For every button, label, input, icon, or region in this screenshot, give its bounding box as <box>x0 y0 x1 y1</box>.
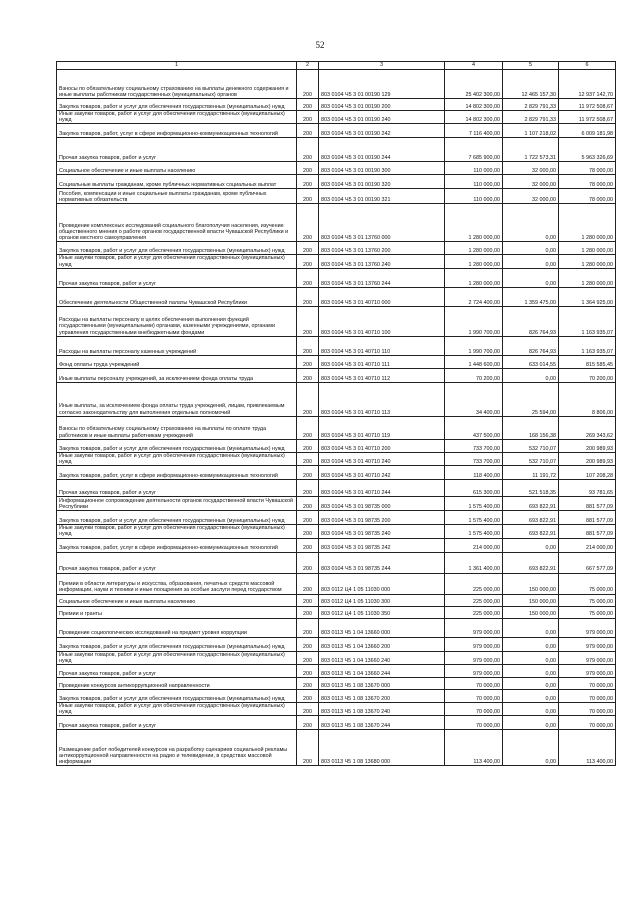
table-cell-col4: 70 000,00 <box>445 703 503 716</box>
table-cell-kbk: 803 0104 Ч5 3 01 40710 000 <box>319 287 445 306</box>
table-cell-col6: 269 343,62 <box>559 416 616 439</box>
table-cell-name: Закупка товаров, работ и услуг для обеспечения государственных (муниципальных) нужд <box>57 439 297 452</box>
table-cell-col6: 75 000,00 <box>559 594 616 606</box>
table-cell-kbk: 803 0104 Ч5 3 01 98735 244 <box>319 552 445 573</box>
table-row <box>57 618 616 637</box>
table-cell-name: Взносы по обязательному социальному страхованию на выплаты денежного содержания и иные выплаты работникам государственных (муниципальных) органов <box>57 70 297 99</box>
table-cell-col4: 70 000,00 <box>445 678 503 690</box>
table-cell-col5: 0,00 <box>503 678 559 690</box>
table-cell-col5: 0,00 <box>503 651 559 664</box>
table-cell-col6: 5 963 326,69 <box>559 138 616 162</box>
table-cell-kbk: 803 0113 Ч5 1 08 13680 000 <box>319 730 445 766</box>
table-row <box>57 439 616 452</box>
table-cell-col4: 1 361 400,00 <box>445 552 503 573</box>
table-cell-col4: 1 990 700,00 <box>445 306 503 336</box>
table-row <box>57 716 616 730</box>
table-cell-col6: 78 000,00 <box>559 175 616 189</box>
table-cell-col6: 881 577,09 <box>559 497 616 511</box>
table-cell-col5: 32 000,00 <box>503 189 559 204</box>
table-cell-code: 200 <box>297 594 319 606</box>
table-row <box>57 594 616 606</box>
table-cell-name: Проведение комплексных исследований социального благополучия населения, изучение общественного мнения о работе органов государственной власти Чувашской Республики и органов местного самоуправления <box>57 204 297 242</box>
table-cell-col5: 0,00 <box>503 716 559 730</box>
table-cell-col6: 70 000,00 <box>559 678 616 690</box>
table-cell-name: Информационное сопровождение деятельности органов государственной власти Чувашской Республики <box>57 497 297 511</box>
table-cell-name: Закупка товаров, работ и услуг для обеспечения государственных (муниципальных) нужд <box>57 242 297 255</box>
table-cell-col4: 979 000,00 <box>445 665 503 678</box>
table-cell-kbk: 803 0112 Ц4 1 05 11030 350 <box>319 606 445 618</box>
table-cell-col5: 150 000,00 <box>503 573 559 594</box>
table-cell-kbk: 803 0104 Ч5 3 01 40710 100 <box>319 306 445 336</box>
table-row <box>57 497 616 511</box>
table-cell-code: 200 <box>297 439 319 452</box>
table-row <box>57 511 616 525</box>
table-cell-col4: 1 575 400,00 <box>445 525 503 538</box>
table-cell-col6: 6 009 181,98 <box>559 124 616 138</box>
table-cell-name: Иные закупки товаров, работ и услуг для обеспечения государственных (муниципальных) нужд <box>57 703 297 716</box>
table-cell-code: 200 <box>297 287 319 306</box>
table-cell-col6: 78 000,00 <box>559 189 616 204</box>
table-row <box>57 538 616 552</box>
table-cell-col5: 1 359 475,00 <box>503 287 559 306</box>
table-cell-col6: 1 280 000,00 <box>559 255 616 268</box>
table-cell-col4: 225 000,00 <box>445 606 503 618</box>
table-cell-code: 200 <box>297 552 319 573</box>
column-header: 4 <box>445 62 503 70</box>
table-cell-code: 200 <box>297 466 319 480</box>
table-cell-col4: 437 500,00 <box>445 416 503 439</box>
table-cell-col4: 1 448 600,00 <box>445 355 503 368</box>
table-cell-code: 200 <box>297 637 319 651</box>
table-cell-kbk: 803 0104 Ч5 3 01 40710 110 <box>319 336 445 355</box>
page-number: 52 <box>315 40 325 50</box>
table-row <box>57 99 616 111</box>
table-row <box>57 368 616 382</box>
table-cell-kbk: 803 0104 Ч5 3 01 40710 240 <box>319 452 445 465</box>
table-cell-col5: 150 000,00 <box>503 594 559 606</box>
table-row <box>57 355 616 368</box>
table-cell-code: 200 <box>297 690 319 703</box>
table-cell-col5: 1 722 573,31 <box>503 138 559 162</box>
table-cell-col5: 0,00 <box>503 690 559 703</box>
table-cell-col5: 693 822,91 <box>503 497 559 511</box>
table-cell-code: 200 <box>297 355 319 368</box>
table-cell-name: Закупка товаров, работ, услуг в сфере информационно-коммуникационных технологий <box>57 124 297 138</box>
table-cell-code: 200 <box>297 70 319 99</box>
table-row <box>57 242 616 255</box>
table-cell-code: 200 <box>297 511 319 525</box>
table-row <box>57 306 616 336</box>
table-cell-code: 200 <box>297 606 319 618</box>
table-cell-col5: 693 822,91 <box>503 525 559 538</box>
table-cell-col6: 1 364 925,00 <box>559 287 616 306</box>
table-cell-col6: 1 280 000,00 <box>559 268 616 287</box>
table-cell-col5: 2 829 791,33 <box>503 111 559 124</box>
table-cell-col6: 107 208,28 <box>559 466 616 480</box>
table-row <box>57 287 616 306</box>
table-cell-col6: 93 781,65 <box>559 480 616 497</box>
table-cell-name: Расходы на выплаты персоналу казенных учреждений <box>57 336 297 355</box>
table-cell-code: 200 <box>297 162 319 175</box>
table-cell-kbk: 803 0104 Ч5 3 01 13760 240 <box>319 255 445 268</box>
table-cell-kbk: 803 0104 Ч5 3 01 40710 244 <box>319 480 445 497</box>
table-cell-col5: 32 000,00 <box>503 162 559 175</box>
table-cell-col4: 7 116 400,00 <box>445 124 503 138</box>
table-row <box>57 382 616 416</box>
table-cell-name: Иные закупки товаров, работ и услуг для обеспечения государственных (муниципальных) нужд <box>57 525 297 538</box>
table-cell-code: 200 <box>297 480 319 497</box>
table-row <box>57 730 616 766</box>
table-cell-col5: 693 822,91 <box>503 511 559 525</box>
column-header: 1 <box>57 62 297 70</box>
table-cell-name: Закупка товаров, работ и услуг для обеспечения государственных (муниципальных) нужд <box>57 690 297 703</box>
table-cell-col6: 667 577,09 <box>559 552 616 573</box>
table-cell-col6: 70 000,00 <box>559 690 616 703</box>
table-cell-name: Проведение конкурсов антикоррупционной направленности <box>57 678 297 690</box>
table-cell-code: 200 <box>297 255 319 268</box>
table-cell-kbk: 803 0104 Ч5 3 01 00190 321 <box>319 189 445 204</box>
table-cell-code: 200 <box>297 111 319 124</box>
table-row <box>57 111 616 124</box>
table-cell-col6: 979 000,00 <box>559 637 616 651</box>
table-row <box>57 703 616 716</box>
table-cell-name: Пособия, компенсации и иные социальные выплаты гражданам, кроме публичных нормативных обязательств <box>57 189 297 204</box>
table-cell-col5: 0,00 <box>503 242 559 255</box>
table-cell-name: Прочая закупка товаров, работ и услуг <box>57 716 297 730</box>
table-cell-code: 200 <box>297 416 319 439</box>
table-cell-col6: 1 163 935,07 <box>559 306 616 336</box>
table-cell-kbk: 803 0104 Ч5 3 01 00190 244 <box>319 138 445 162</box>
table-row <box>57 162 616 175</box>
table-cell-col4: 615 300,00 <box>445 480 503 497</box>
table-cell-col5: 150 000,00 <box>503 606 559 618</box>
table-cell-name: Иные выплаты персоналу учреждений, за исключением фонда оплаты труда <box>57 368 297 382</box>
table-cell-kbk: 803 0104 Ч5 3 01 40710 111 <box>319 355 445 368</box>
column-header: 3 <box>319 62 445 70</box>
table-row <box>57 466 616 480</box>
table-cell-col6: 979 000,00 <box>559 665 616 678</box>
table-cell-col6: 11 972 508,67 <box>559 111 616 124</box>
table-cell-col6: 1 163 935,07 <box>559 336 616 355</box>
table-cell-code: 200 <box>297 99 319 111</box>
table-cell-col5: 0,00 <box>503 255 559 268</box>
table-cell-kbk: 803 0104 Ч5 3 01 40710 119 <box>319 416 445 439</box>
table-cell-col4: 733 700,00 <box>445 439 503 452</box>
table-cell-col6: 70 000,00 <box>559 716 616 730</box>
table-row <box>57 452 616 465</box>
table-cell-col6: 75 000,00 <box>559 573 616 594</box>
table-cell-kbk: 803 0104 Ч5 3 01 13760 244 <box>319 268 445 287</box>
table-cell-code: 200 <box>297 124 319 138</box>
table-cell-col4: 1 280 000,00 <box>445 255 503 268</box>
table-cell-code: 200 <box>297 189 319 204</box>
table-cell-kbk: 803 0113 Ч5 1 04 13660 244 <box>319 665 445 678</box>
table-row <box>57 573 616 594</box>
table-cell-kbk: 803 0113 Ч5 1 08 13670 240 <box>319 703 445 716</box>
table-cell-col6: 881 577,09 <box>559 511 616 525</box>
budget-table <box>56 61 616 766</box>
table-cell-kbk: 803 0104 Ч5 3 01 00190 300 <box>319 162 445 175</box>
table-cell-col4: 1 575 400,00 <box>445 497 503 511</box>
table-cell-kbk: 803 0104 Ч5 3 01 40710 113 <box>319 382 445 416</box>
table-cell-name: Закупка товаров, работ и услуг для обеспечения государственных (муниципальных) нужд <box>57 99 297 111</box>
table-row <box>57 124 616 138</box>
table-cell-name: Премии и гранты <box>57 606 297 618</box>
table-cell-col5: 2 829 791,33 <box>503 99 559 111</box>
table-cell-col5: 0,00 <box>503 268 559 287</box>
table-cell-col4: 110 000,00 <box>445 162 503 175</box>
table-cell-kbk: 803 0104 Ч5 3 01 40710 200 <box>319 439 445 452</box>
table-cell-kbk: 803 0113 Ч5 1 08 13670 000 <box>319 678 445 690</box>
table-cell-kbk: 803 0104 Ч5 3 01 00190 129 <box>319 70 445 99</box>
column-header: 2 <box>297 62 319 70</box>
table-cell-col5: 521 518,35 <box>503 480 559 497</box>
table-cell-col6: 214 000,00 <box>559 538 616 552</box>
table-cell-code: 200 <box>297 618 319 637</box>
table-cell-col6: 200 989,93 <box>559 439 616 452</box>
table-cell-col4: 225 000,00 <box>445 594 503 606</box>
table-cell-name: Прочая закупка товаров, работ и услуг <box>57 480 297 497</box>
table-cell-col4: 110 000,00 <box>445 189 503 204</box>
table-cell-kbk: 803 0113 Ч5 1 08 13670 200 <box>319 690 445 703</box>
table-cell-col4: 979 000,00 <box>445 618 503 637</box>
table-cell-col4: 214 000,00 <box>445 538 503 552</box>
table-cell-kbk: 803 0112 Ц4 1 05 11030 000 <box>319 573 445 594</box>
table-cell-col4: 225 000,00 <box>445 573 503 594</box>
table-cell-col5: 532 710,07 <box>503 452 559 465</box>
table-row <box>57 606 616 618</box>
table-row <box>57 138 616 162</box>
table-cell-name: Расходы на выплаты персоналу в целях обеспечения выполнения функций государственными (муниципальными) органами, казенными учреждениями, органами управления государственными внебюджетными фондами <box>57 306 297 336</box>
table-cell-name: Фонд оплаты труда учреждений <box>57 355 297 368</box>
table-cell-col5: 532 710,07 <box>503 439 559 452</box>
table-cell-col6: 70 000,00 <box>559 703 616 716</box>
table-cell-name: Обеспечение деятельности Общественной палаты Чувашской Республики <box>57 287 297 306</box>
table-cell-code: 200 <box>297 716 319 730</box>
table-cell-kbk: 803 0104 Ч5 3 01 40710 112 <box>319 368 445 382</box>
table-cell-name: Закупка товаров, работ, услуг в сфере информационно-коммуникационных технологий <box>57 538 297 552</box>
table-cell-code: 200 <box>297 175 319 189</box>
table-cell-code: 200 <box>297 730 319 766</box>
table-cell-name: Иные закупки товаров, работ и услуг для обеспечения государственных (муниципальных) нужд <box>57 452 297 465</box>
table-row <box>57 255 616 268</box>
table-cell-col6: 75 000,00 <box>559 606 616 618</box>
table-cell-kbk: 803 0112 Ц4 1 05 11030 300 <box>319 594 445 606</box>
table-cell-col4: 1 280 000,00 <box>445 268 503 287</box>
table-cell-col4: 1 280 000,00 <box>445 242 503 255</box>
column-header: 5 <box>503 62 559 70</box>
table-cell-name: Премии в области литературы и искусства, образования, печатных средств массовой информации, науки и техники и иные поощрения за особые заслуги перед государством <box>57 573 297 594</box>
table-row <box>57 268 616 287</box>
table-cell-kbk: 803 0104 Ч5 3 01 98735 242 <box>319 538 445 552</box>
table-cell-name: Иные закупки товаров, работ и услуг для обеспечения государственных (муниципальных) нужд <box>57 111 297 124</box>
table-cell-col5: 32 000,00 <box>503 175 559 189</box>
table-cell-code: 200 <box>297 306 319 336</box>
table-cell-col5: 1 107 218,02 <box>503 124 559 138</box>
table-cell-kbk: 803 0104 Ч5 3 01 00190 240 <box>319 111 445 124</box>
table-cell-col5: 0,00 <box>503 204 559 242</box>
table-row <box>57 651 616 664</box>
table-cell-col6: 200 989,93 <box>559 452 616 465</box>
table-header-row <box>57 62 616 70</box>
table-cell-name: Иные закупки товаров, работ и услуг для обеспечения государственных (муниципальных) нужд <box>57 651 297 664</box>
table-cell-col4: 14 802 300,00 <box>445 99 503 111</box>
table-row <box>57 690 616 703</box>
table-cell-col4: 70 000,00 <box>445 716 503 730</box>
table-cell-code: 200 <box>297 538 319 552</box>
table-cell-kbk: 803 0104 Ч5 3 01 98735 240 <box>319 525 445 538</box>
table-cell-col4: 1 575 400,00 <box>445 511 503 525</box>
table-cell-name: Прочая закупка товаров, работ и услуг <box>57 138 297 162</box>
table-cell-kbk: 803 0104 Ч5 3 01 98735 200 <box>319 511 445 525</box>
table-cell-col5: 11 191,72 <box>503 466 559 480</box>
table-cell-code: 200 <box>297 525 319 538</box>
table-cell-col4: 25 402 300,00 <box>445 70 503 99</box>
table-cell-code: 200 <box>297 703 319 716</box>
table-cell-kbk: 803 0104 Ч5 3 01 40710 242 <box>319 466 445 480</box>
table-cell-col6: 8 806,00 <box>559 382 616 416</box>
table-cell-kbk: 803 0113 Ч5 1 04 13660 200 <box>319 637 445 651</box>
table-cell-col6: 881 577,09 <box>559 525 616 538</box>
table-cell-col5: 0,00 <box>503 703 559 716</box>
table-row <box>57 189 616 204</box>
table-row <box>57 336 616 355</box>
table-row <box>57 665 616 678</box>
table-cell-kbk: 803 0113 Ч5 1 04 13660 000 <box>319 618 445 637</box>
table-cell-col4: 110 000,00 <box>445 175 503 189</box>
table-cell-col6: 12 937 142,70 <box>559 70 616 99</box>
table-cell-kbk: 803 0104 Ч5 3 01 13760 200 <box>319 242 445 255</box>
table-cell-col4: 733 700,00 <box>445 452 503 465</box>
table-cell-code: 200 <box>297 242 319 255</box>
table-cell-name: Иные закупки товаров, работ и услуг для обеспечения государственных (муниципальных) нужд <box>57 255 297 268</box>
table-cell-col5: 826 764,93 <box>503 306 559 336</box>
table-cell-col5: 0,00 <box>503 665 559 678</box>
table-cell-code: 200 <box>297 368 319 382</box>
table-cell-col4: 70 000,00 <box>445 690 503 703</box>
column-header: 6 <box>559 62 616 70</box>
table-cell-col6: 979 000,00 <box>559 651 616 664</box>
table-cell-col6: 979 000,00 <box>559 618 616 637</box>
table-cell-name: Закупка товаров, работ и услуг для обеспечения государственных (муниципальных) нужд <box>57 637 297 651</box>
table-row <box>57 175 616 189</box>
table-cell-code: 200 <box>297 651 319 664</box>
table-cell-col4: 979 000,00 <box>445 637 503 651</box>
table-cell-col4: 113 400,00 <box>445 730 503 766</box>
table-cell-col5: 633 014,55 <box>503 355 559 368</box>
table-cell-kbk: 803 0113 Ч5 1 04 13660 240 <box>319 651 445 664</box>
table-cell-code: 200 <box>297 204 319 242</box>
table-cell-name: Прочая закупка товаров, работ и услуг <box>57 665 297 678</box>
table-cell-kbk: 803 0104 Ч5 3 01 13760 000 <box>319 204 445 242</box>
table-cell-col5: 25 594,00 <box>503 382 559 416</box>
table-cell-name: Взносы по обязательному социальному страхованию на выплаты по оплате труда работников и иные выплаты работникам учреждений <box>57 416 297 439</box>
table-cell-col4: 979 000,00 <box>445 651 503 664</box>
table-cell-name: Прочая закупка товаров, работ и услуг <box>57 552 297 573</box>
table-cell-col5: 168 156,38 <box>503 416 559 439</box>
table-cell-kbk: 803 0104 Ч5 3 01 00190 242 <box>319 124 445 138</box>
table-row <box>57 204 616 242</box>
table-row <box>57 416 616 439</box>
table-cell-col5: 826 764,93 <box>503 336 559 355</box>
table-cell-col6: 78 000,00 <box>559 162 616 175</box>
table-cell-code: 200 <box>297 452 319 465</box>
table-cell-name: Закупка товаров, работ и услуг для обеспечения государственных (муниципальных) нужд <box>57 511 297 525</box>
table-cell-col6: 1 280 000,00 <box>559 242 616 255</box>
table-cell-name: Размещение работ победителей конкурсов на разработку сценариев социальной рекламы антикоррупционной направленности на радио и телевидении, в средствах массовой информации <box>57 730 297 766</box>
table-cell-name: Закупка товаров, работ, услуг в сфере информационно-коммуникационных технологий <box>57 466 297 480</box>
table-cell-col5: 0,00 <box>503 538 559 552</box>
table-cell-code: 200 <box>297 268 319 287</box>
table-cell-col5: 12 465 157,30 <box>503 70 559 99</box>
table-cell-col5: 0,00 <box>503 730 559 766</box>
table-cell-col5: 0,00 <box>503 618 559 637</box>
table-cell-code: 200 <box>297 336 319 355</box>
table-cell-name: Иные выплаты, за исключением фонда оплаты труда учреждений, лицам, привлекаемым согласно законодательству для выполнения отдельных полномочий <box>57 382 297 416</box>
table-cell-name: Социальные выплаты гражданам, кроме публичных нормативных социальных выплат <box>57 175 297 189</box>
table-row <box>57 678 616 690</box>
table-cell-name: Проведение социологических исследований на предмет уровня коррупции <box>57 618 297 637</box>
table-cell-col4: 34 400,00 <box>445 382 503 416</box>
table-row <box>57 525 616 538</box>
table-cell-col4: 118 400,00 <box>445 466 503 480</box>
table-cell-code: 200 <box>297 665 319 678</box>
table-cell-col6: 1 280 000,00 <box>559 204 616 242</box>
table-cell-code: 200 <box>297 382 319 416</box>
table-cell-kbk: 803 0104 Ч5 3 01 98735 000 <box>319 497 445 511</box>
table-row <box>57 552 616 573</box>
table-cell-col4: 1 280 000,00 <box>445 204 503 242</box>
table-cell-col4: 2 724 400,00 <box>445 287 503 306</box>
table-cell-col6: 815 585,45 <box>559 355 616 368</box>
table-cell-kbk: 803 0104 Ч5 3 01 00190 200 <box>319 99 445 111</box>
table-row <box>57 637 616 651</box>
table-row <box>57 70 616 99</box>
table-cell-name: Прочая закупка товаров, работ и услуг <box>57 268 297 287</box>
table-cell-col6: 70 200,00 <box>559 368 616 382</box>
table-row <box>57 480 616 497</box>
table-cell-col6: 113 400,00 <box>559 730 616 766</box>
table-cell-col6: 11 972 508,67 <box>559 99 616 111</box>
table-cell-name: Социальное обеспечение и иные выплаты населению <box>57 162 297 175</box>
table-cell-col4: 1 990 700,00 <box>445 336 503 355</box>
table-cell-code: 200 <box>297 678 319 690</box>
table-cell-col5: 0,00 <box>503 637 559 651</box>
table-cell-col4: 14 802 300,00 <box>445 111 503 124</box>
table-cell-kbk: 803 0104 Ч5 3 01 00190 320 <box>319 175 445 189</box>
table-cell-col5: 0,00 <box>503 368 559 382</box>
table-cell-code: 200 <box>297 138 319 162</box>
table-cell-col4: 7 685 900,00 <box>445 138 503 162</box>
table-cell-kbk: 803 0113 Ч5 1 08 13670 244 <box>319 716 445 730</box>
table-cell-col5: 693 822,91 <box>503 552 559 573</box>
table-cell-code: 200 <box>297 573 319 594</box>
table-cell-code: 200 <box>297 497 319 511</box>
table-cell-col4: 70 200,00 <box>445 368 503 382</box>
table-cell-name: Социальное обеспечение и иные выплаты населению <box>57 594 297 606</box>
